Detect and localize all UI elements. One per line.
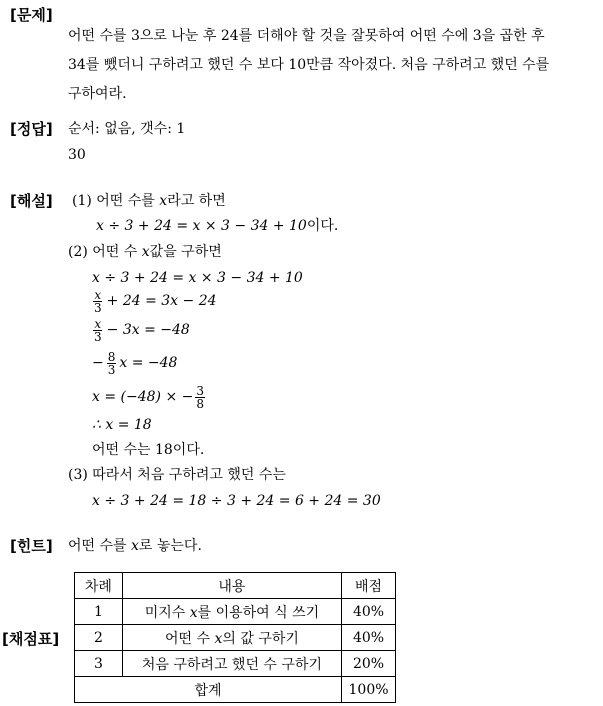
- rubric-row-pre: 어떤 수: [164, 630, 211, 647]
- eq5-frac-num: 3: [196, 383, 204, 398]
- rubric-row-var: x: [214, 630, 223, 647]
- solution-eq1: x ÷ 3 + 24 = x × 3 − 34 + 10: [92, 270, 303, 286]
- eq3-rest: − 3x = −48: [106, 322, 190, 338]
- eq5-left: x = (−48) × −: [92, 389, 194, 405]
- eq4-fraction: [107, 351, 117, 376]
- rubric-row-content: [122, 651, 341, 677]
- rubric-label: [채점표]: [2, 630, 60, 648]
- rubric-row-no: 2: [75, 625, 123, 651]
- table-row: [75, 599, 396, 625]
- rubric-row-score: 40%: [342, 599, 396, 625]
- eq5-frac-den: 8: [196, 396, 204, 411]
- rubric-total-row: [75, 677, 396, 703]
- rubric-row-no: 1: [75, 599, 123, 625]
- rubric-row-post: 의 값 구하기: [222, 630, 299, 647]
- eq2-frac-den: 3: [94, 300, 102, 315]
- step1-tail: 라고 하면: [167, 193, 226, 209]
- rubric-header-row: [75, 573, 396, 599]
- answer-value: 30: [68, 147, 86, 163]
- eq2-frac-num: x: [94, 287, 102, 302]
- problem-line-2: 34를 뺐더니 구하려고 했던 수 보다 10만큼 작아졌다. 처음 구하려고 했던 수를: [68, 57, 550, 73]
- step2-tail: 값을 구하면: [149, 244, 222, 260]
- solution-result: 어떤 수는 18이다.: [92, 442, 205, 458]
- rubric-row-post: 를 이용하여 식 쓰기: [197, 604, 320, 621]
- rubric-header-no: 차례: [75, 573, 123, 599]
- step1-var: x: [159, 193, 168, 209]
- step2-title-text: (2) 어떤 수: [68, 244, 138, 260]
- answer-label: [정답]: [10, 120, 53, 138]
- rubric-header-content: 내용: [122, 573, 341, 599]
- hint-pre: 어떤 수를: [68, 538, 127, 554]
- rubric-row-content: [122, 599, 341, 625]
- answer-meta: 순서: 없음, 갯수: 1: [68, 121, 186, 137]
- step2-var: x: [141, 244, 150, 260]
- solution-eq5: [92, 384, 206, 410]
- rubric-total-label: 합계: [75, 677, 342, 703]
- problem-label: [문제]: [10, 6, 53, 24]
- eq4-rest: x = −48: [119, 355, 178, 371]
- solution-step3-equation: x ÷ 3 + 24 = 18 ÷ 3 + 24 = 6 + 24 = 30: [92, 493, 381, 509]
- hint-text: [68, 537, 202, 555]
- eq4-frac-num: 8: [107, 349, 116, 364]
- hint-post: 로 놓는다.: [138, 538, 202, 554]
- eq3-frac-den: 3: [94, 329, 102, 344]
- eq2-rest: + 24 = 3x − 24: [106, 293, 217, 309]
- rubric-row-no: 3: [75, 651, 123, 677]
- rubric-row-post: 처음 구하려고 했던 수 구하기: [141, 656, 322, 673]
- problem-text: [68, 22, 549, 109]
- eq4-frac-den: 3: [107, 362, 116, 377]
- rubric-row-score: 20%: [342, 651, 396, 677]
- solution-step1-title: [72, 192, 226, 210]
- eq3-frac-num: x: [94, 316, 102, 331]
- problem-line-3: 구하여라.: [68, 86, 127, 102]
- step1-eq: x ÷ 3 + 24 = x × 3 − 34 + 10: [96, 218, 307, 234]
- solution-step1-equation: [96, 217, 338, 235]
- hint-var: x: [131, 538, 139, 554]
- hint-label: [힌트]: [10, 537, 53, 555]
- solution-eq4: [92, 350, 177, 376]
- solution-eq2: [92, 288, 217, 314]
- rubric-header-score: 배점: [342, 573, 396, 599]
- rubric-total-score: 100%: [342, 677, 396, 703]
- step1-title-text: (1) 어떤 수를: [72, 193, 155, 209]
- solution-label: [해설]: [10, 192, 53, 210]
- eq2-fraction: [93, 289, 103, 314]
- rubric-row-var: x: [189, 604, 198, 621]
- solution-step3-title: (3) 따라서 처음 구하려고 했던 수는: [68, 467, 286, 483]
- solution-step2-title: [68, 243, 222, 261]
- eq4-minus: −: [92, 355, 104, 371]
- step1-eq-tail: 이다.: [306, 218, 339, 234]
- rubric-row-pre: 미지수: [144, 604, 186, 621]
- eq3-fraction: [93, 318, 103, 343]
- solution-eq6: ∴ x = 18: [92, 417, 152, 433]
- problem-line-1: 어떤 수를 3으로 나눈 후 24를 더해야 할 것을 잘못하여 어떤 수에 3을 곱한 후: [68, 28, 545, 44]
- rubric-table: [74, 572, 396, 703]
- solution-eq3: [92, 317, 190, 343]
- table-row: [75, 625, 396, 651]
- eq5-fraction: [195, 385, 205, 410]
- rubric-row-score: 40%: [342, 625, 396, 651]
- rubric-row-content: [122, 625, 341, 651]
- table-row: [75, 651, 396, 677]
